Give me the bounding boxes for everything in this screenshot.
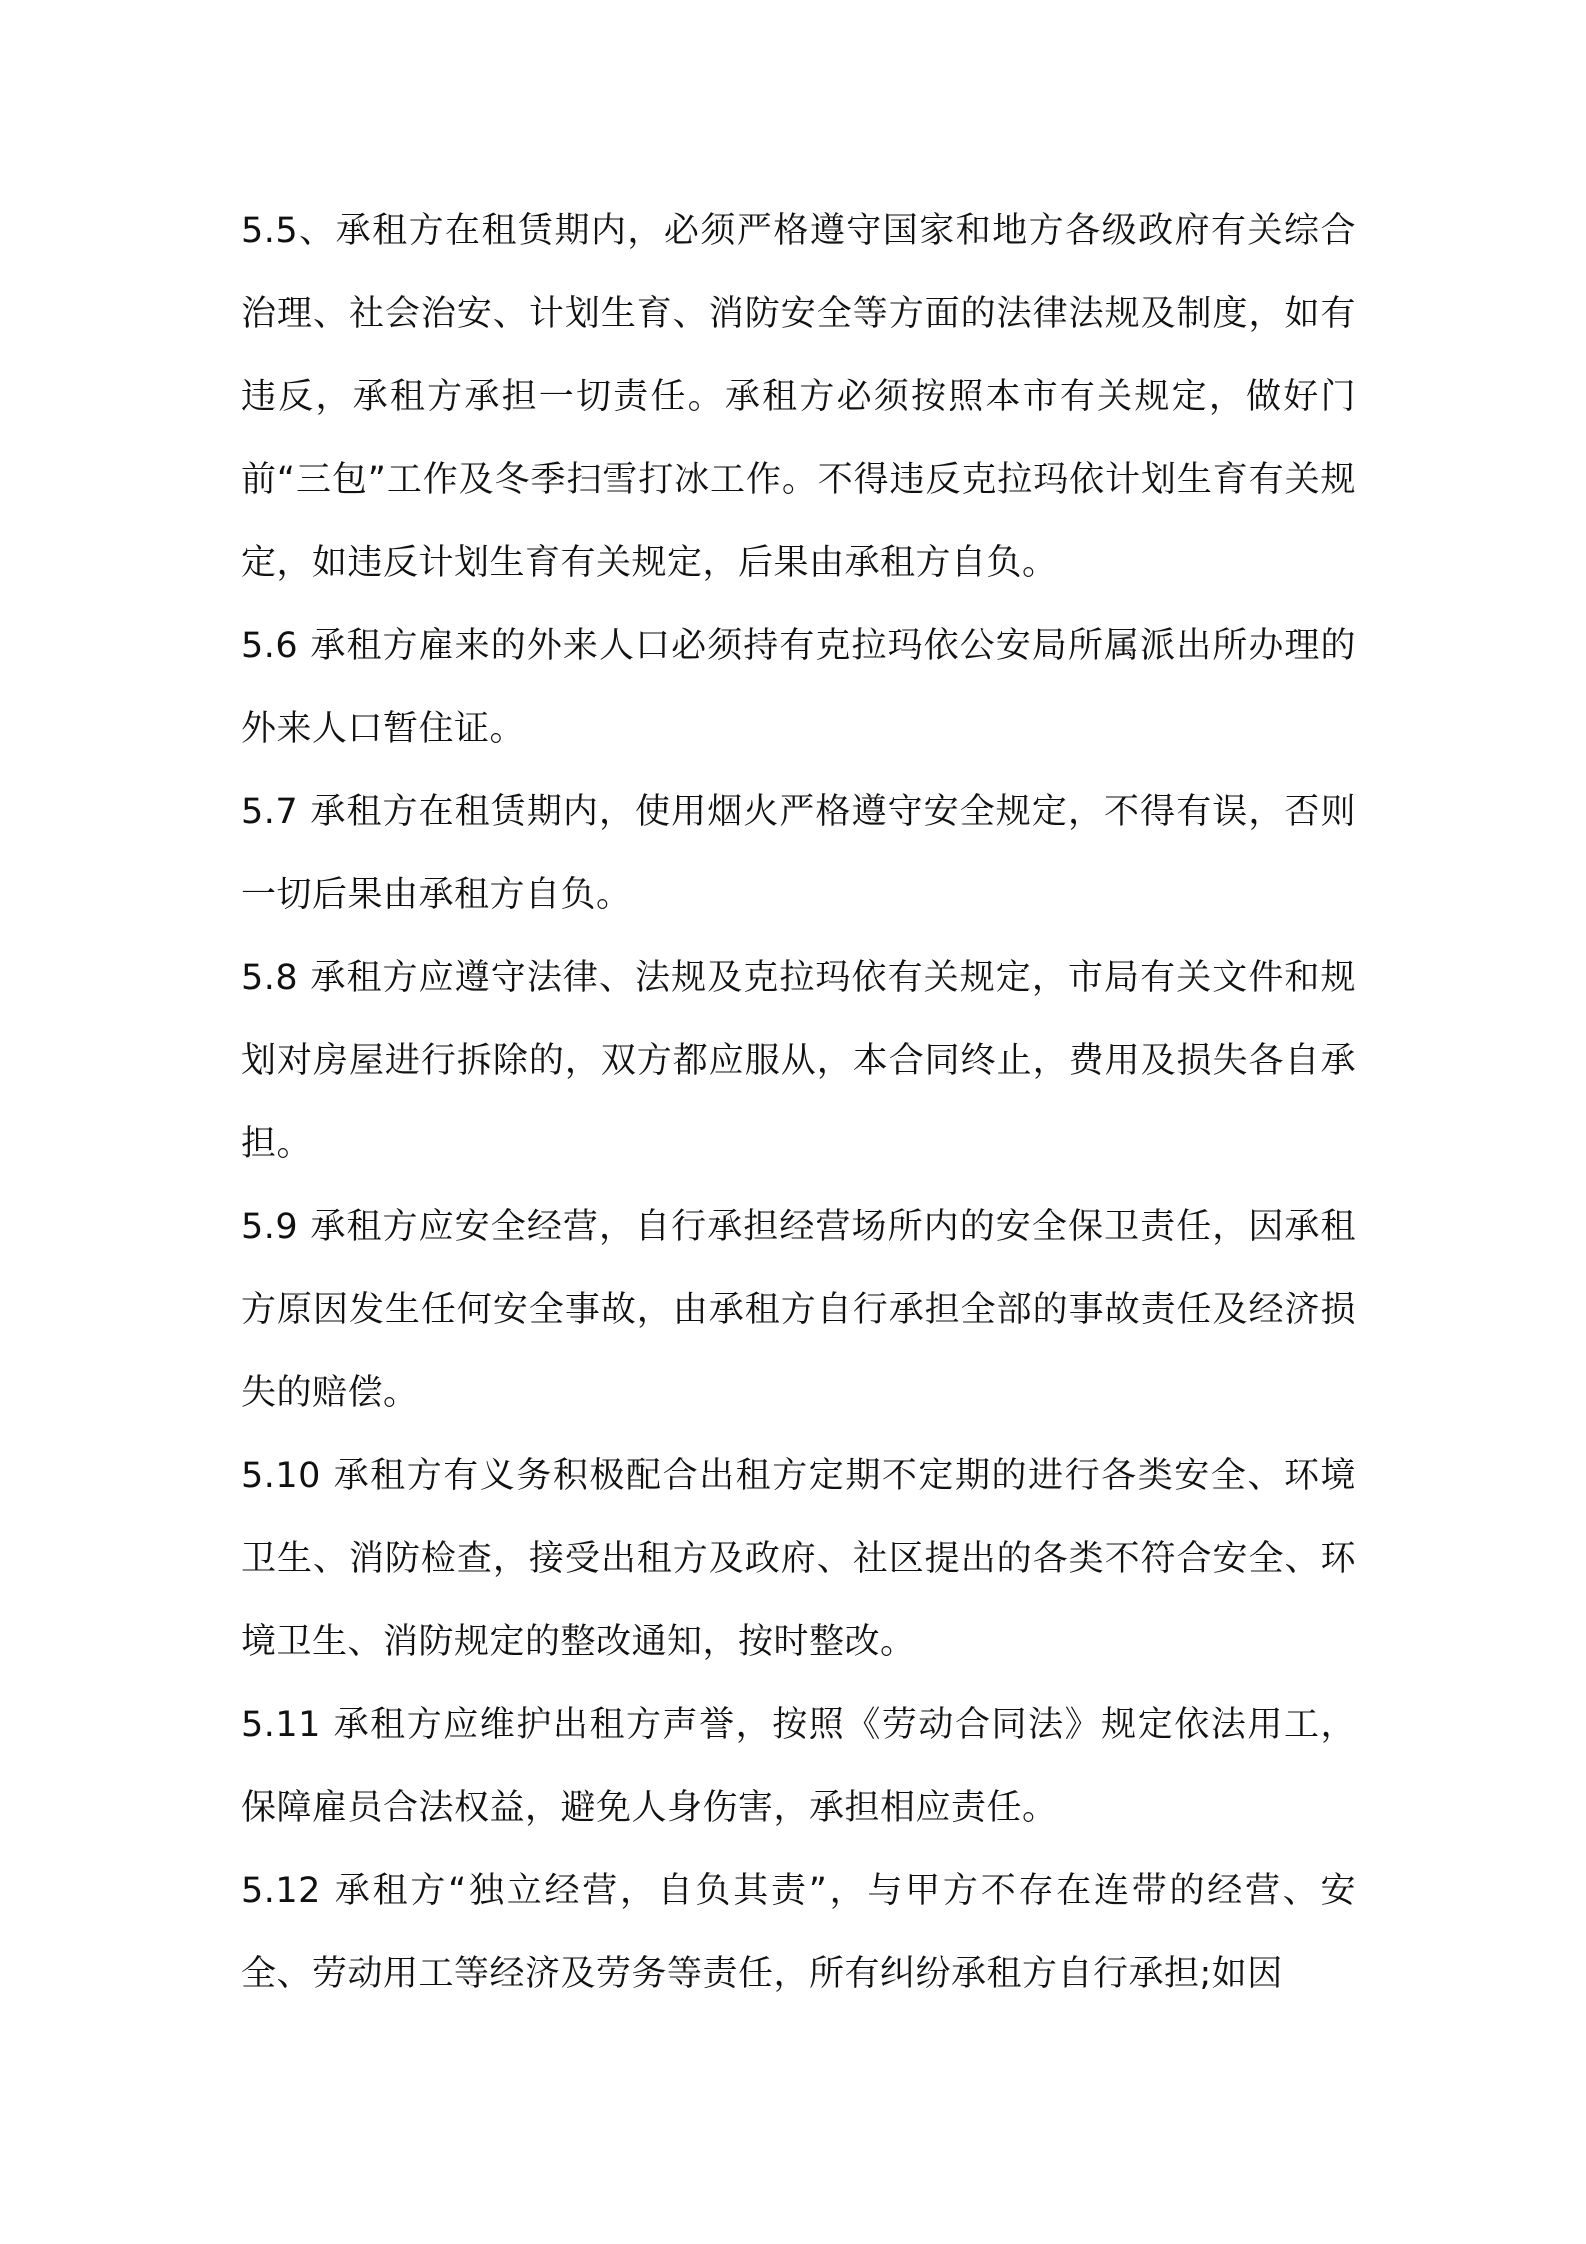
document-page bbox=[241, 190, 1356, 2016]
clause-5-5: 5.5、承租方在租赁期内，必须严格遵守国家和地方各级政府有关综合治理、社会治安、计划生育、消防安全等方面的法律法规及制度，如有违反，承租方承担一切责任。承租方必须按照本市有关规定，做好门前“三包”工作及冬季扫雪打冰工作。不得违反克拉玛依计划生育有关规定，如违反计划生育有关规定，后果由承租方自负。 bbox=[241, 211, 1356, 583]
clause-5-8: 5.8 承租方应遵守法律、法规及克拉玛依有关规定，市局有关文件和规划对房屋进行拆除的，双方都应服从，本合同终止，费用及损失各自承担。 bbox=[241, 958, 1356, 1164]
clause-5-10: 5.10 承租方有义务积极配合出租方定期不定期的进行各类安全、环境卫生、消防检查，接受出租方及政府、社区提出的各类不符合安全、环境卫生、消防规定的整改通知，按时整改。 bbox=[241, 1456, 1356, 1662]
clause-5-11: 5.11 承租方应维护出租方声誉，按照《劳动合同法》规定依法用工，保障雇员合法权益，避免人身伤害，承担相应责任。 bbox=[241, 1705, 1356, 1828]
clause-5-6: 5.6 承租方雇来的外来人口必须持有克拉玛依公安局所属派出所办理的外来人口暂住证。 bbox=[241, 626, 1356, 749]
clause-5-7: 5.7 承租方在租赁期内，使用烟火严格遵守安全规定，不得有误，否则一切后果由承租方自负。 bbox=[241, 792, 1356, 915]
clause-5-12: 5.12 承租方“独立经营，自负其责”，与甲方不存在连带的经营、安全、劳动用工等经济及劳务等责任，所有纠纷承租方自行承担;如因 bbox=[241, 1871, 1356, 1994]
clause-5-9: 5.9 承租方应安全经营，自行承担经营场所内的安全保卫责任，因承租方原因发生任何安全事故，由承租方自行承担全部的事故责任及经济损失的赔偿。 bbox=[241, 1207, 1356, 1413]
